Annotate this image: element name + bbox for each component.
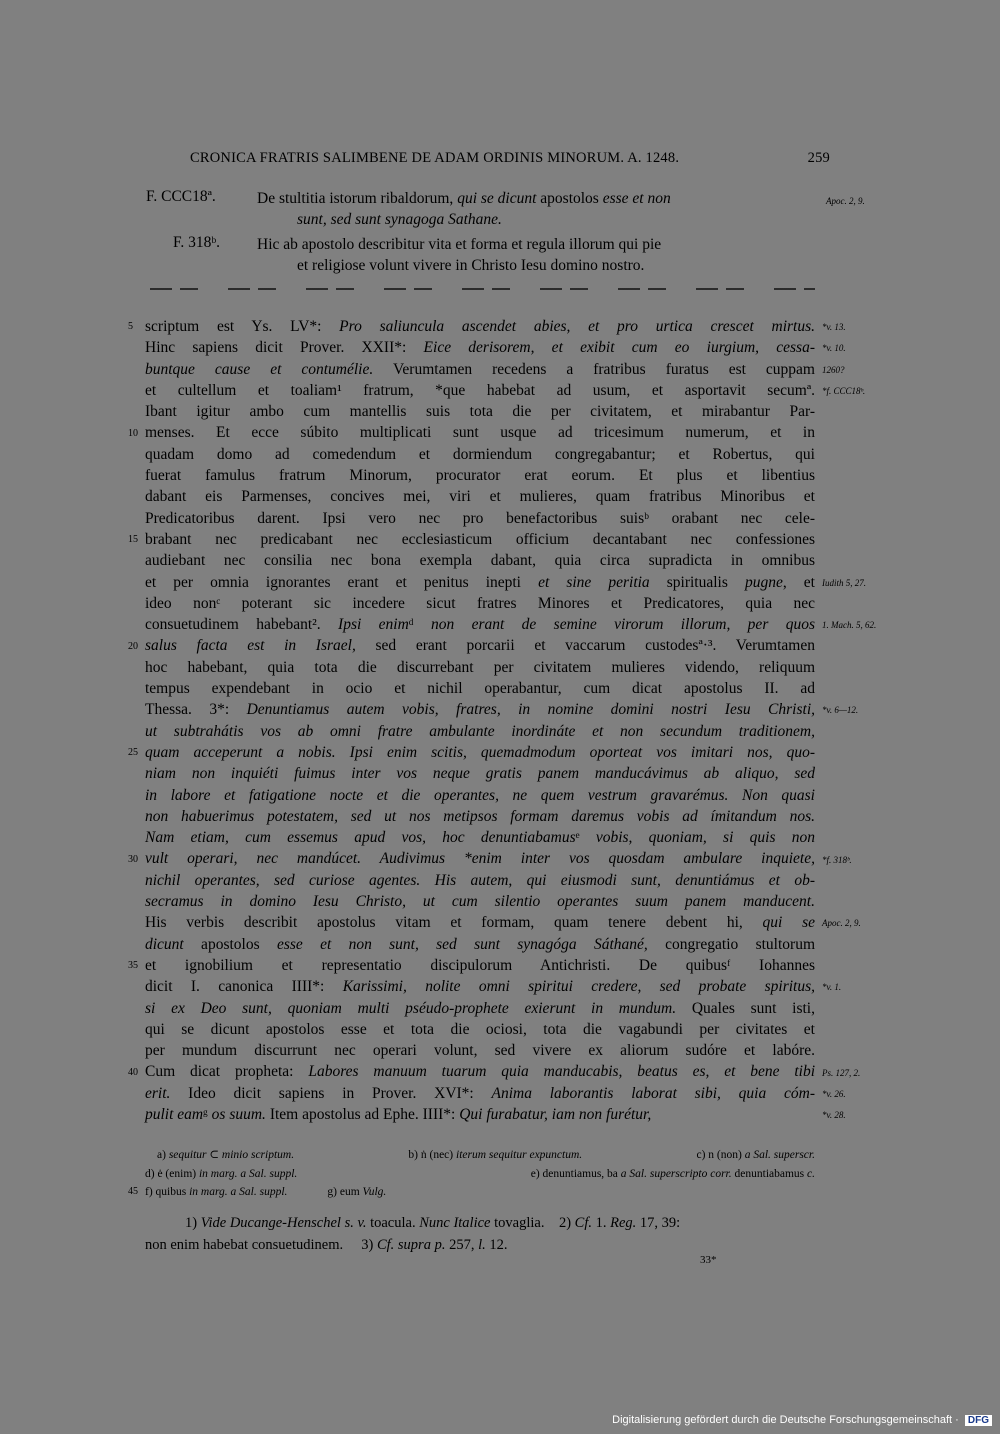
signature-mark: 33*: [700, 1254, 717, 1266]
text-line: erit. Ideo dicit sapiens in Prover. XVI*: Anima laborantis laborat sibi, quia cóm-: [145, 1084, 815, 1102]
text-line: Nam etiam, cum essemus apud vos, hoc denuntiabamusᵉ vobis, quoniam, si quis non: [145, 829, 815, 847]
text-line: niam non inquiéti fuimus inter vos neque gratis panem manducávimus ab aliquo, sed: [145, 765, 815, 783]
funding-note: Digitalisierung gefördert durch die Deutsche Forschungsgemeinschaft · DFG: [612, 1414, 992, 1426]
page-number: 259: [807, 150, 830, 166]
text-line: in labore et fatigatione nocte et die operantes, ne quem vestrum gravarémus. Non quasi: [145, 786, 815, 804]
summary-margin-ref: Apoc. 2, 9.: [826, 196, 865, 206]
margin-reference: Apoc. 2, 9.: [822, 918, 861, 929]
text-line: brabant nec predicabant nec ecclesiasticum officium decantabant nec confessiones: [145, 530, 815, 548]
text-line: non habuerimus potestatem, sed ut nos metipsos formam daremus vobis ad ímitandum nos.: [145, 807, 815, 825]
text-line: His verbis describit apostolus vitam et formam, quam tenere debent hi, qui se: [145, 914, 815, 932]
summary-folio: F. CCC18ª.: [146, 188, 216, 205]
text-line: Ibant igitur ambo cum mantellis suis tota die per civitatem, et mirabantur Par-: [145, 403, 815, 421]
margin-reference: *f. CCC18ᵇ.: [822, 385, 866, 396]
text-line: et cultellum et toaliam¹ fratrum, *que habebat ad usum, et asportavit secumª.: [145, 381, 815, 399]
main-text: [145, 316, 815, 1125]
text-line: ut subtrahátis vos ab omni fratre ambulante inordináte et non secundum traditionem,: [145, 722, 815, 740]
margin-reference: *v. 26.: [822, 1088, 846, 1099]
text-line: Hinc sapiens dicit Prover. XXII*: Eice derisorem, et exibit cum eo iurgium, cessa-: [145, 339, 815, 357]
margin-reference: *v. 10.: [822, 343, 846, 354]
text-line: dicit I. canonica IIII*: Karissimi, nolite omni spiritui credere, sed probate spiritus,: [145, 978, 815, 996]
apparatus-entry: f) quibus in marg. a Sal. suppl.: [145, 1186, 288, 1198]
apparatus-entry: c) n (non) a Sal. superscr.: [696, 1149, 815, 1161]
line-number: 30: [128, 853, 138, 865]
text-line: per mundum discurrunt nec operari volunt, sed vivere ex aliorum sudóre et labóre.: [145, 1042, 815, 1060]
margin-reference: *v. 28.: [822, 1110, 846, 1121]
apparatus-entry: a) sequitur ⊂ minio scriptum.: [157, 1149, 295, 1161]
text-line: menses. Et ecce súbito multiplicati sunt usque ad tricesimum numerum, et in: [145, 424, 815, 442]
running-title: CRONICA FRATRIS SALIMBENE DE ADAM ORDINIS MINORUM. A. 1248.: [190, 150, 680, 166]
margin-reference: 1260?: [822, 364, 845, 375]
dfg-logo: DFG: [965, 1415, 992, 1426]
margin-reference: *v. 1.: [822, 982, 842, 993]
summary-text: Hic ab apostolo describitur vita et forma et regula illorum qui pie et religiose volunt vivere in Christo Iesu domino nostro.: [257, 236, 662, 274]
text-line: et per omnia ignorantes erant et penitus inepti et sine peritia spiritualis pugne, et: [145, 573, 815, 591]
apparatus-entry: b) ṅ (nec) iterum sequitur expunctum.: [408, 1149, 583, 1161]
text-line: Cum dicat propheta: Labores manuum tuarum quia manducabis, beatus es, et bene tibi: [145, 1063, 815, 1081]
footnotes: [145, 1212, 815, 1256]
text-line: si ex Deo sunt, quoniam multi pséudo-prophete exierunt in mundum. Quales sunt isti,: [145, 999, 815, 1017]
text-line: ideo nonᶜ poterant sic incedere sicut fratres Minores et Predicatores, quia nec: [145, 594, 815, 612]
text-line: consuetudinem habebant². Ipsi enimᵈ non erant de semine virorum illorum, per quos: [145, 616, 815, 634]
line-number: 5: [128, 321, 133, 332]
text-line: tempus expendebant in ocio et nichil operabantur, cum dicat apostolus II. ad: [145, 680, 815, 698]
margin-reference: *v. 13.: [822, 322, 846, 332]
footnote: non enim habebat consuetudinem. 3) Cf. supra p. 257, l. 12.: [145, 1237, 508, 1253]
text-line: scriptum est Ys. LV*: Pro saliuncula ascendet abies, et pro urtica crescet mirtus.: [145, 318, 815, 335]
apparatus-row: [145, 1165, 815, 1184]
text-line: secramus in domino Iesu Christo, ut cum silentio operantes suum panem manducent.: [145, 893, 815, 911]
running-header: [190, 150, 830, 167]
text-line: nichil operantes, sed curiose agentes. His autem, qui eiusmodi sunt, denuntiámus et ob-: [145, 871, 815, 889]
line-number: 10: [128, 427, 138, 439]
text-line: dicunt apostolos esse et non sunt, sed sunt synagóga Sáthané, congregatio stultorum: [145, 935, 815, 953]
line-number: 15: [128, 534, 138, 545]
text-line: quam acceperunt a nobis. Ipsi enim scitis, quemadmodum oporteat vos imitari nos, quo-: [145, 743, 815, 761]
text-line: dabant eis Parmenses, concives mei, viri et mulieres, quam fratribus Minoribus et: [145, 488, 815, 506]
critical-apparatus: [145, 1146, 815, 1202]
margin-reference: 1. Mach. 5, 62.: [822, 620, 877, 631]
margin-reference: Ps. 127, 2.: [822, 1067, 861, 1078]
funding-text: Digitalisierung gefördert durch die Deutsche Forschungsgemeinschaft: [612, 1414, 953, 1426]
footnote: 1) Vide Ducange-Henschel s. v. toacula. Nunc Italice tovaglia. 2) Cf. 1. Reg. 17, 39:: [185, 1215, 681, 1231]
margin-reference: *v. 6—12.: [822, 705, 859, 716]
apparatus-row: [145, 1183, 815, 1202]
text-line: quadam domo ad comedendum et dormiendum congregabantur; et Robertus, qui: [145, 445, 815, 463]
text-line: pulit eamᵍ os suum. Item apostolus ad Ephe. IIII*: Qui furabatur, iam non furétur,: [145, 1105, 652, 1123]
text-line: vult operari, nec mandúcet. Audivimus *enim inter vos quosdam ambulare inquiete,: [145, 850, 815, 868]
text-line: buntque cause et contumélie. Verumtamen recedens a fratribus furatus est cuppam: [145, 360, 815, 378]
text-line: hoc habebant, quia tota die discurrebant per civitatem mulieres videndo, reliquum: [145, 658, 815, 676]
line-number: 25: [128, 747, 138, 758]
apparatus-entry: e) denuntiamus, ba a Sal. superscripto corr. denuntiabamus c.: [530, 1167, 815, 1180]
separator-rule: [150, 288, 815, 290]
text-line: qui se dicunt apostolos esse et tota die ociosi, tota die vagabundi per civitates et: [145, 1020, 815, 1038]
summary-text: De stultitia istorum ribaldorum, qui se dicunt apostolos esse et non sunt, sed sunt synagoga Sathane.: [257, 190, 671, 228]
text-line: Thessa. 3*: Denuntiamus autem vobis, fratres, in nomine domini nostri Iesu Christi,: [145, 701, 815, 719]
apparatus-entry: d) ė (enim) in marg. a Sal. suppl.: [145, 1167, 298, 1180]
summary-folio: F. 318ᵇ.: [173, 234, 221, 251]
text-line: salus facta est in Israel, sed erant porcarii et vaccarum custodesª·³. Verumtamen: [145, 637, 815, 655]
text-line: audiebant nec consilia nec bona exempla dabant, quia circa supradicta in omnibus: [145, 552, 815, 570]
apparatus-entry: g) eum Vulg.: [327, 1186, 387, 1198]
line-number: 45: [128, 1186, 138, 1197]
line-number: 40: [128, 1066, 138, 1078]
margin-reference: *f. 318ᵇ.: [822, 854, 852, 865]
apparatus-row: [145, 1146, 815, 1165]
text-line: fuerat famulus fratrum Minorum, procurator erat eorum. Et plus et libentius: [145, 467, 815, 485]
line-number: 20: [128, 640, 138, 652]
text-line: et ignobilium et representatio discipulorum Antichristi. De quibusᶠ Iohannes: [145, 956, 815, 974]
margin-reference: Iudith 5, 27.: [822, 577, 866, 588]
line-number: 35: [128, 960, 138, 971]
text-line: Predicatoribus darent. Ipsi vero nec pro benefactoribus suisᵇ orabant nec cele-: [145, 509, 815, 527]
